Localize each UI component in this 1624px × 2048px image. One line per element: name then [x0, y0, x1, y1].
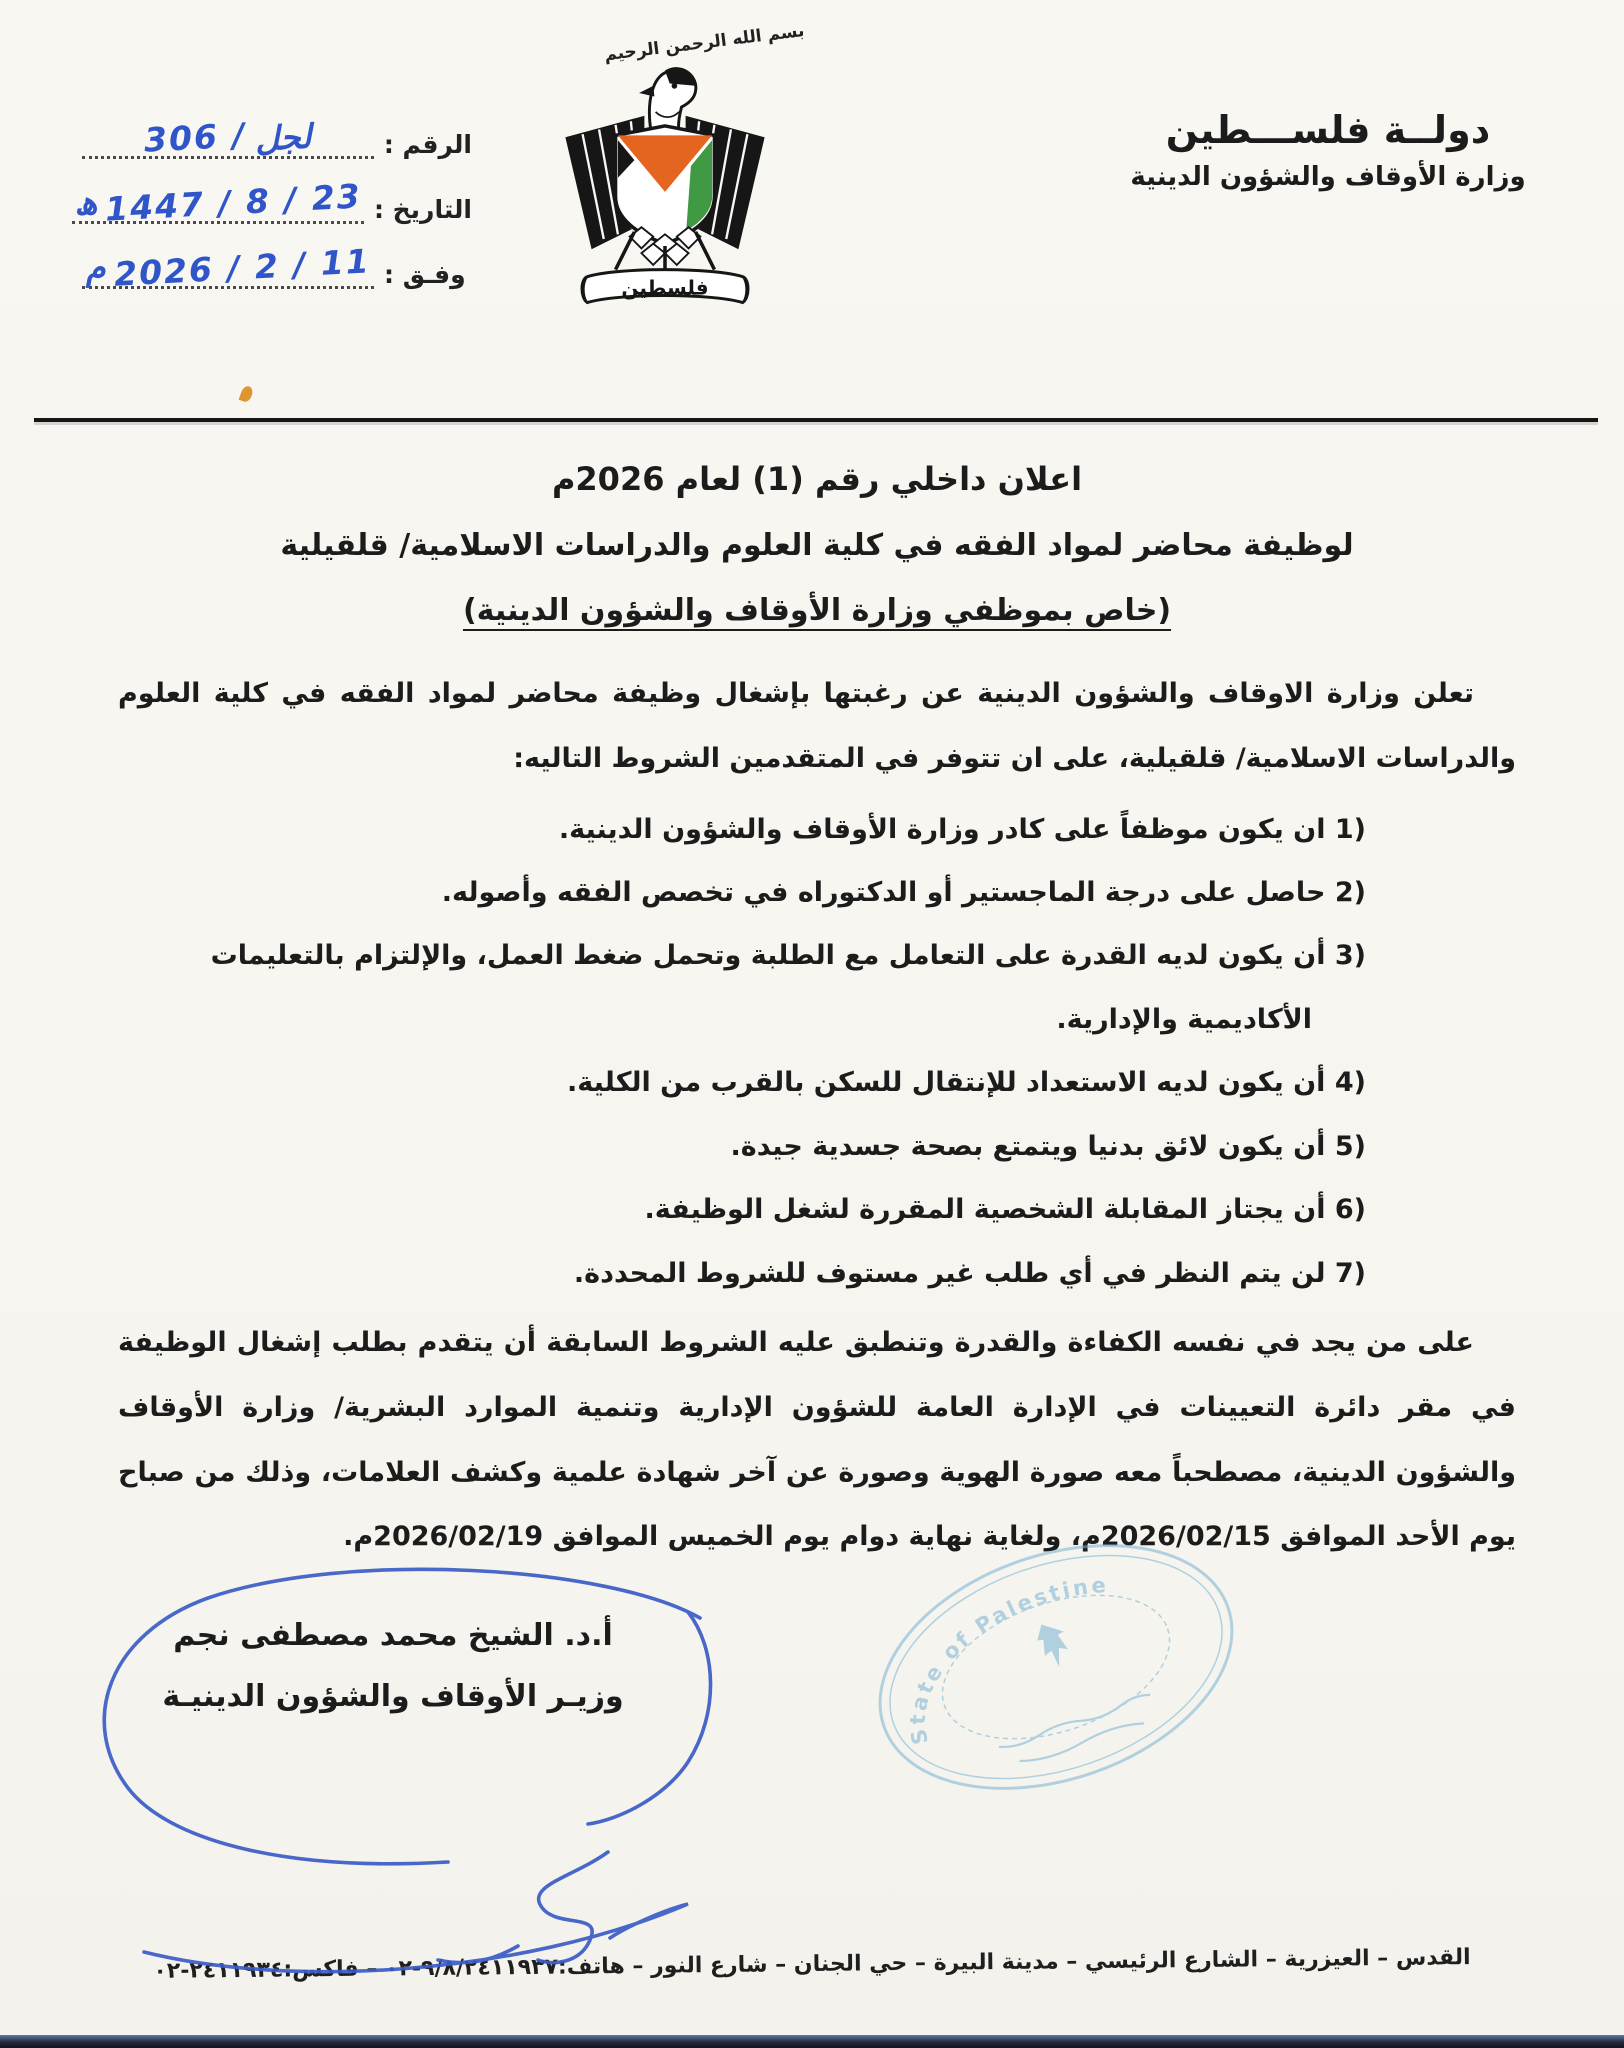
condition-number: 3) — [1334, 940, 1366, 972]
condition-number: 6) — [1334, 1194, 1366, 1226]
condition-number: 1) — [1334, 813, 1366, 845]
letter-body — [118, 438, 1516, 1570]
header-divider — [34, 418, 1598, 422]
ref-number-label: الرقم : — [383, 130, 472, 159]
svg-text:State of Palestine — [873, 1562, 1141, 1749]
condition-item-7 — [118, 1242, 1366, 1305]
ref-gregorian-line — [82, 238, 374, 294]
condition-text: أن يكون لديه القدرة على التعامل مع الطلبة وتحمل ضغط العمل، والإلتزام بالتعليمات الأكاديمية والإدارية. — [210, 940, 1326, 1035]
conditions-list — [118, 798, 1516, 1306]
ref-gregorian-label: وفـق : — [384, 260, 466, 289]
condition-item-1 — [118, 798, 1366, 861]
ref-row-number — [52, 108, 472, 159]
ministry-name: وزارة الأوقاف والشؤون الدينية — [1130, 162, 1526, 192]
ink-speck — [239, 385, 255, 404]
condition-text: لن يتم النظر في أي طلب غير مستوف للشروط المحددة. — [573, 1257, 1326, 1289]
condition-text: ان يكون موظفاً على كادر وزارة الأوقاف والشؤون الدينية. — [558, 813, 1326, 845]
minister-title: وزيـر الأوقاف والشؤون الدينيـة — [162, 1679, 624, 1714]
condition-number: 7) — [1334, 1257, 1366, 1289]
palestine-emblem — [540, 20, 806, 316]
condition-text: أن يجتاز المقابلة الشخصية المقررة لشغل الوظيفة. — [644, 1194, 1326, 1226]
eagle-of-saladin-icon — [547, 60, 783, 312]
closing-paragraph: على من يجد في نفسه الكفاءة والقدرة وتنطبق عليه الشروط السابقة أن يتقدم بطلب إشغال الوظيفة في مقر دائرة التعيينات في الإدارة العامة للشؤون الإدارية وتنمية الموارد البشرية/ وزارة الأوقاف والشؤون الدينية، مصطحباً معه صورة الهوية وصورة عن آخر شهادة علمية وكشف العلامات، وذلك من صباح يوم الأحد الموافق 2026/02/15م، ولغاية نهاية دوام يوم الخميس الموافق 2026/02/19م. — [118, 1327, 1516, 1553]
ref-date-label: التاريخ : — [373, 195, 472, 224]
condition-text: أن يكون لديه الاستعداد للإنتقال للسكن بالقرب من الكلية. — [567, 1067, 1326, 1099]
footer-address: القدس – العيزرية – الشارع الرئيسي – مدينة البيرة – حي الجنان – شارع النور – هاتف:٩/٨/٢٤١١٩٣٧-٠٢ – فاكس:٢٤١١٩٣٤-٠٢ — [153, 1945, 1471, 1984]
condition-number: 5) — [1334, 1130, 1366, 1162]
announcement-subtitle: لوظيفة محاضر لمواد الفقه في كلية العلوم والدراسات الاسلامية/ قلقيلية — [280, 528, 1354, 563]
condition-text: حاصل على درجة الماجستير أو الدكتوراه في تخصص الفقه وأصوله. — [441, 877, 1326, 909]
condition-number: 2) — [1334, 877, 1366, 909]
intro-paragraph: تعلن وزارة الاوقاف والشؤون الدينية عن رغبتها بإشغال وظيفة محاضر لمواد الفقه في كلية العلوم والدراسات الاسلامية/ قلقيلية، على ان تتوفر في المتقدمين الشروط التاليه: — [118, 678, 1516, 774]
minister-name: أ.د. الشيخ محمد مصطفى نجم — [173, 1618, 613, 1653]
scan-edge-bar — [0, 2035, 1624, 2048]
ref-number-line — [82, 108, 374, 159]
condition-item-3 — [118, 924, 1366, 1051]
condition-text: أن يكون لائق بدنيا ويتمتع بصحة جسدية جيدة. — [730, 1130, 1326, 1162]
ref-gregorian-era: م — [84, 247, 107, 288]
ref-date-value: 1447 / 8 / 23 — [104, 176, 363, 229]
emblem-banner-text: فلسطين — [621, 275, 709, 300]
condition-item-5 — [118, 1115, 1366, 1178]
ref-date-era: ھ — [73, 182, 99, 223]
ref-number-value: 306 / — [143, 115, 248, 160]
condition-item-4 — [118, 1051, 1366, 1114]
stamp-latin-text: State of Palestine — [905, 1572, 1110, 1747]
state-name: دولــة فلســـطين — [1165, 108, 1491, 152]
ref-row-gregorian — [52, 238, 472, 294]
ref-date-line — [72, 173, 364, 229]
ref-gregorian-value: 2026 / 2 / 11 — [112, 241, 372, 294]
organization-block — [1078, 108, 1578, 192]
announcement-title: اعلان داخلي رقم (1) لعام 2026م — [551, 460, 1083, 498]
announcement-restriction: (خاص بموظفي وزارة الأوقاف والشؤون الدينية) — [462, 593, 1172, 628]
signature-block — [128, 1618, 658, 1714]
reference-block — [52, 108, 472, 303]
ref-number-value-2: لجل — [253, 116, 313, 159]
condition-item-6 — [118, 1178, 1366, 1241]
condition-item-2 — [118, 861, 1366, 924]
condition-number: 4) — [1334, 1067, 1366, 1099]
bismillah-calligraphy: بسم الله الرحمن الرحيم — [603, 20, 806, 66]
ref-row-date — [52, 173, 472, 229]
